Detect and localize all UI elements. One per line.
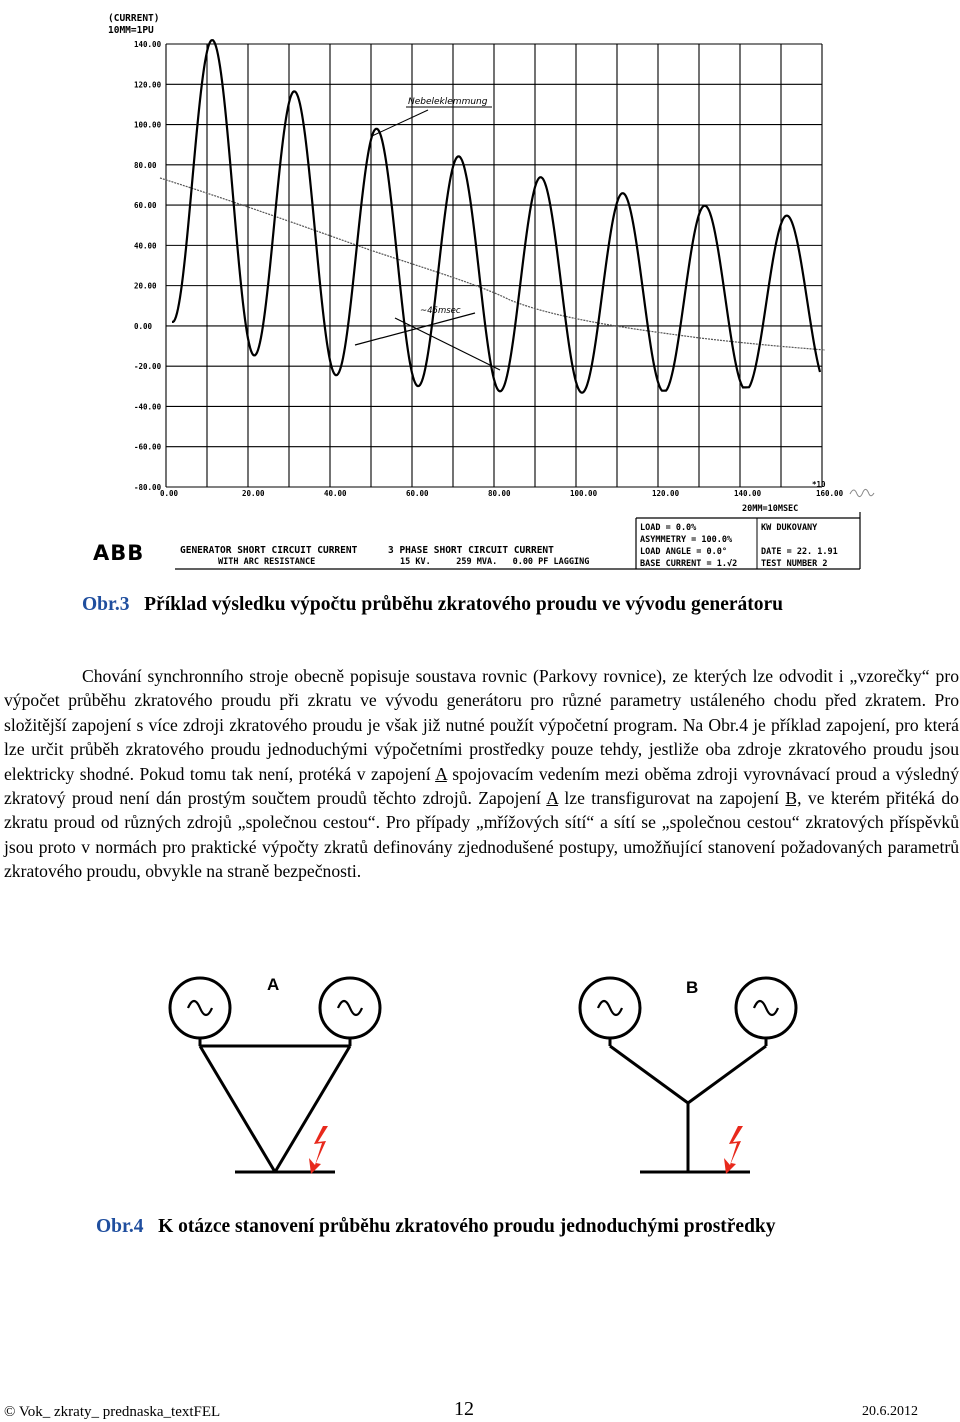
param-load-angle: LOAD ANGLE = 0.0° bbox=[640, 547, 727, 557]
param-asymmetry: ASYMMETRY = 100.0% bbox=[640, 535, 733, 545]
title-line2: WITH ARC RESISTANCE bbox=[218, 557, 316, 567]
title-block bbox=[92, 512, 860, 569]
x-tick-label: 120.00 bbox=[652, 489, 680, 498]
paragraph-part-6: ve kterém přitéká do zkratu proud od různých zdrojů „společnou cestou“. Pro případy „mřížových sítí“ a sítí se „společnou cestou“ zkratových příspěvků jsou proto v normách pro praktické výpočty zkratů definovány zjednodušené postupy, umožňující stanovení požadovaných parametrů zkratového proudu, obvykle na straně bezpečnosti. bbox=[4, 788, 959, 882]
page-number: 12 bbox=[454, 1398, 474, 1420]
x-tick-label: 60.00 bbox=[406, 489, 429, 498]
y-tick-label: 20.00 bbox=[134, 281, 157, 291]
oscillogram-chart bbox=[0, 0, 960, 575]
figure-3-caption-text: Příklad výsledku výpočtu průběhu zkratového proudu ve vývodu generátoru bbox=[144, 594, 784, 615]
circuit-a-ref-1: A bbox=[435, 763, 447, 784]
figure-3-caption bbox=[82, 594, 783, 616]
footer-left: © Vok_ zkraty_ prednaska_textFEL bbox=[4, 1404, 221, 1420]
y-tick-label: 80.00 bbox=[134, 160, 157, 170]
sine-symbol-a2-icon bbox=[338, 1001, 362, 1015]
y-tick-label: -40.00 bbox=[134, 402, 162, 412]
x-tick-label: 140.00 bbox=[734, 489, 762, 498]
a-branch-left bbox=[200, 1046, 275, 1172]
x-tick-label: 100.00 bbox=[570, 489, 598, 498]
paragraph-part-4: spojovacím vedením mezi oběma zdroji vyrovnávací proud a výsledný zkratový proud není dán prostým součtem proudů těchto zdrojů. Zapojení bbox=[4, 763, 960, 809]
x-tick-label: 80.00 bbox=[488, 489, 511, 498]
circuit-b-ref: B, bbox=[785, 788, 802, 809]
body-paragraph bbox=[4, 664, 959, 884]
paragraph-part-2: 4 je příklad zapojení, pro která lze určit průběh zkratového proudu jednoduchými výpočetními prostředky pouze tehdy, jestliže oba zdroje zkratového proudu jsou elektricky shodné. bbox=[4, 714, 959, 784]
paragraph-part-3: Pokud tomu tak není, protéká v zapojení bbox=[134, 763, 436, 784]
param-load: LOAD = 0.0% bbox=[640, 523, 697, 533]
footer-date: 20.6.2012 bbox=[862, 1404, 918, 1419]
y-tick-label: 0.00 bbox=[134, 321, 153, 331]
x-tick-label: 160.00 bbox=[816, 489, 844, 498]
param-base-current: BASE CURRENT = 1.√2 bbox=[640, 559, 738, 569]
abb-logo: ABB bbox=[93, 541, 145, 565]
x-axis-note: *10 bbox=[812, 480, 826, 489]
paragraph-part-1: Chování synchronního stroje obecně popisuje soustava rovnic (Parkovy rovnice), ze kterých lze odvodit i „vzorečky“ pro výpočet průběhu zkratového proudu při zkratu ve vývodu generátoru pro různé parametry ustáleného chodu před zkratem. Pro složitější zapojení s více zdroji zkratového proudu je však již nutné použít výpočetní program. Na Obr. bbox=[4, 666, 959, 735]
dc-component-curve bbox=[160, 178, 825, 350]
y-tick-label: -20.00 bbox=[134, 362, 162, 372]
scale-note: 20MM=10MSEC bbox=[742, 504, 799, 514]
y-tick-label: -60.00 bbox=[134, 442, 162, 452]
y-tick-label: -80.00 bbox=[134, 483, 162, 492]
signature-scribble bbox=[850, 489, 874, 496]
figure-4-number: Obr.4 bbox=[96, 1216, 144, 1237]
b-branch-right bbox=[688, 1046, 766, 1103]
circuit-b bbox=[580, 978, 796, 1172]
fault-bolt-a-icon bbox=[309, 1126, 328, 1174]
y-tick-label: 40.00 bbox=[134, 241, 157, 251]
title-line4: 15 KV. 259 MVA. 0.00 PF LAGGING bbox=[400, 557, 590, 567]
title-line3: 3 PHASE SHORT CIRCUIT CURRENT bbox=[388, 545, 554, 556]
y-tick-label: 100.00 bbox=[134, 120, 162, 130]
paragraph-part-5: lze transfigurovat na zapojení bbox=[558, 788, 786, 809]
x-axis-ticks bbox=[160, 489, 844, 498]
x-tick-label: 0.00 bbox=[160, 489, 179, 498]
param-date: DATE = 22. 1.91 bbox=[761, 547, 838, 557]
y-tick-label: 60.00 bbox=[134, 201, 157, 211]
x-tick-label: 40.00 bbox=[324, 489, 347, 498]
annotation-2: ~45msec bbox=[420, 306, 461, 316]
short-circuit-current-waveform bbox=[172, 40, 820, 393]
circuit-a-ref-2: A bbox=[546, 788, 559, 809]
chart-grid bbox=[166, 44, 822, 487]
sine-symbol-b2-icon bbox=[754, 1001, 778, 1015]
param-test-number: TEST NUMBER 2 bbox=[761, 559, 828, 569]
annotation-1: Nebeleklemmung bbox=[408, 97, 488, 107]
sine-symbol-b1-icon bbox=[598, 1001, 622, 1015]
title-line1: GENERATOR SHORT CIRCUIT CURRENT bbox=[180, 545, 358, 556]
figure-4-caption bbox=[96, 1216, 776, 1238]
chart-header-line2: 10MM=1PU bbox=[108, 25, 154, 36]
figure-4 bbox=[150, 960, 830, 1200]
figure-3 bbox=[0, 0, 960, 575]
tangent-line-2 bbox=[355, 313, 475, 345]
circuit-b-label: B bbox=[686, 978, 699, 997]
circuit-a bbox=[170, 978, 380, 1172]
fault-bolt-b-icon bbox=[724, 1126, 743, 1174]
circuit-a-label: A bbox=[267, 975, 280, 994]
b-branch-left bbox=[610, 1046, 688, 1103]
chart-header-line1: (CURRENT) bbox=[108, 13, 160, 24]
sine-symbol-a1-icon bbox=[188, 1001, 212, 1015]
param-station: KW DUKOVANY bbox=[761, 523, 818, 533]
figure-3-number: Obr.3 bbox=[82, 594, 130, 615]
y-tick-label: 120.00 bbox=[134, 80, 162, 90]
a-branch-right bbox=[275, 1046, 350, 1172]
x-tick-label: 20.00 bbox=[242, 489, 265, 498]
y-axis-ticks bbox=[134, 40, 162, 492]
figure-4-caption-text: K otázce stanovení průběhu zkratového proudu jednoduchými prostředky bbox=[158, 1216, 776, 1237]
y-tick-label: 140.00 bbox=[134, 40, 162, 49]
